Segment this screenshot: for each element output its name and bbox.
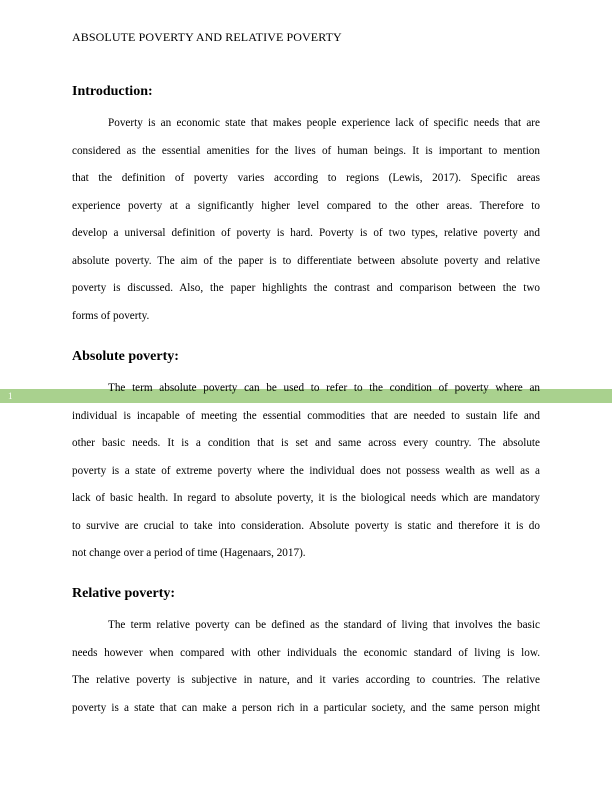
paragraph-line: absolute poverty. The aim of the paper is to differentiate between absolute poverty and relative <box>72 254 540 267</box>
paragraph-line: needs however when compared with other individuals the economic standard of living is low. <box>72 646 540 659</box>
paragraph-line: Poverty is an economic state that makes people experience lack of specific needs that are <box>108 117 540 129</box>
paragraph-line: The relative poverty is subjective in nature, and it varies according to countries. The relative <box>72 674 540 686</box>
paragraph-line: The term absolute poverty can be used to refer to the condition of poverty where an <box>108 382 540 394</box>
relative-poverty-paragraph <box>72 612 540 722</box>
introduction-paragraph <box>72 110 540 330</box>
paragraph-line: forms of poverty. <box>72 309 150 322</box>
paragraph-line: poverty is discussed. Also, the paper highlights the contrast and comparison between the two <box>72 282 540 294</box>
paragraph-line: individual is incapable of meeting the essential commodities that are needed to sustain life and <box>72 409 540 422</box>
running-head: ABSOLUTE POVERTY AND RELATIVE POVERTY <box>72 30 342 44</box>
paragraph-line: that the definition of poverty varies according to regions (Lewis, 2017). Specific areas <box>72 172 540 184</box>
section-heading-absolute-poverty: Absolute poverty: <box>72 349 179 364</box>
paragraph-line: experience poverty at a significantly higher level compared to the other areas. Therefore to <box>72 199 540 212</box>
paragraph-line: to survive are crucial to take into consideration. Absolute poverty is static and therefore it is do <box>72 519 540 532</box>
section-heading-relative-poverty: Relative poverty: <box>72 586 176 601</box>
paragraph-line: poverty is a state of extreme poverty where the individual does not possess wealth as well as a <box>72 464 540 477</box>
section-heading-introduction: Introduction: <box>72 84 153 99</box>
paragraph-line: develop a universal definition of poverty is hard. Poverty is of two types, relative poverty and <box>72 227 540 239</box>
absolute-poverty-paragraph <box>72 375 540 568</box>
paragraph-line: lack of basic health. In regard to absolute poverty, it is the biological needs which are mandatory <box>72 492 540 504</box>
paragraph-line: The term relative poverty can be defined as the standard of living that involves the basic <box>108 619 540 631</box>
paragraph-line: considered as the essential amenities for the lives of human beings. It is important to mention <box>72 144 540 157</box>
page-number: 1 <box>8 391 13 401</box>
paragraph-line: not change over a period of time (Hagenaars, 2017). <box>72 547 306 559</box>
paragraph-line: other basic needs. It is a condition that is set and same across every country. The absolute <box>72 437 540 449</box>
paragraph-line: poverty is a state that can make a person rich in a particular society, and the same person might <box>72 701 540 714</box>
